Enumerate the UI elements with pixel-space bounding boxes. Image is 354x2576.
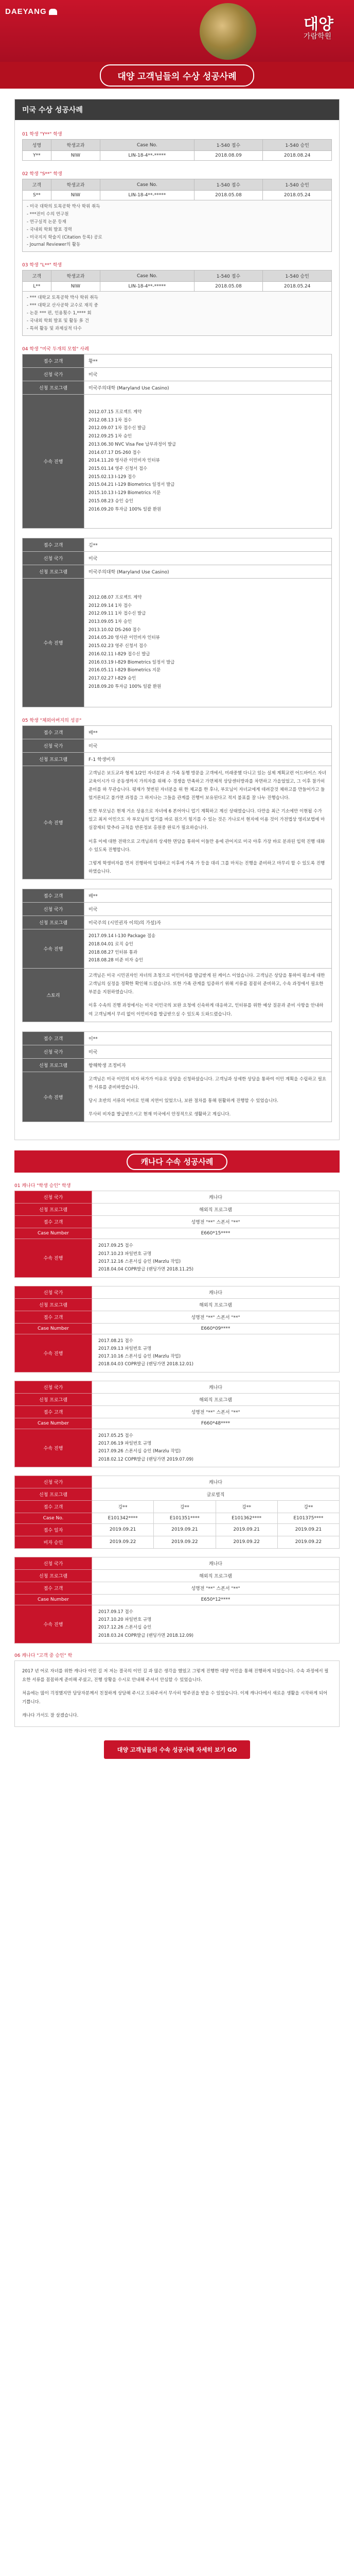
event-line: 2015.04.21 I-129 Biometrics 일정서 발급 <box>88 482 175 488</box>
event-line: 2017.05.25 접수 <box>98 1433 133 1438</box>
event-line: 2017.09.17 접수 <box>98 1609 133 1615</box>
event-line: 2018.08.27 인터뷰 통과 <box>88 950 138 955</box>
table-cell: NIW <box>51 191 100 200</box>
footer <box>14 1736 340 1774</box>
note-line: - ***전미 수의 연구원 <box>27 211 69 217</box>
event-line: 2017.06.19 파일번호 규명 <box>98 1440 152 1446</box>
table-header: 1-540 승인 <box>263 179 332 191</box>
event-line: 2015.10.13 I-129 Biometrics 지문 <box>88 490 161 496</box>
story-paragraph: 고객님은 미국 시민권자인 자녀의 초청으로 이민비자를 발급받게 된 케이스 이었습니다. 고객님은 상담을 통하여 평소에 대한 고객님의 실정을 정확한 확인해 드렸습니다. 또한 가족 관계를 입증하기 위해 서류를 꼼꼼히 준비하고, 수속 과정에서 필요한 부분을 지원하였습니다. <box>88 973 325 995</box>
table-cell: 2018.05.24 <box>263 282 332 292</box>
profile-label: Case Number <box>15 1418 92 1429</box>
profile-label: Case No. <box>15 1513 92 1523</box>
profile-value: E101342**** <box>92 1513 154 1523</box>
event-line: 2012.08.07 프로젝트 계약 <box>88 595 142 600</box>
profile-label: 비자 승인 <box>15 1536 92 1548</box>
logo-mark-icon <box>49 9 57 15</box>
page-title-bar <box>0 62 354 89</box>
canada-testimonial <box>14 1660 340 1727</box>
profile-label: Case Number <box>15 1228 92 1239</box>
profile-story <box>84 766 332 879</box>
profile-value: 캐나다 <box>92 1557 340 1569</box>
brand-line2: 가람학원 <box>304 32 332 41</box>
us-case2-notes <box>22 200 332 252</box>
profile-value: 배** <box>84 889 332 903</box>
event-line: 2014.05.20 영사관 이민비자 인터뷰 <box>88 635 160 641</box>
table-header: 1-540 접수 <box>194 270 263 282</box>
event-line: 2015.01.14 영주 신청서 접수 <box>88 466 148 471</box>
profile-label: 신청 프로그램 <box>15 1393 92 1405</box>
event-line: 2015.02.13 I-129 접수 <box>88 474 136 480</box>
testimonial-paragraph: 캐나다 가서도 잘 살겠습니다. <box>22 1713 79 1719</box>
event-line: 2017.09.14 I-130 Package 접송 <box>88 934 156 939</box>
event-line: 2017.02.27 I-829 승인 <box>88 676 136 681</box>
event-line: 2017.09.26 스폰서십 승인 (Marzlu 작업) <box>98 1449 181 1454</box>
event-line: 2017.12.26 스폰서십 승인 <box>98 1625 152 1631</box>
profile-value: 이** <box>84 1031 332 1045</box>
brand-illustration <box>200 3 256 60</box>
note-line: - 논문 *** 편, 인용횟수 1,**** 회 <box>27 311 92 316</box>
table-cell: 2018.05.24 <box>263 191 332 200</box>
event-line: 2018.09.20 투자금 100% 일괄 환원 <box>88 684 162 689</box>
profile-value: 캐나다 <box>92 1286 340 1298</box>
profile-value: 해외직 프로그램 <box>92 1298 340 1311</box>
event-line: 2012.08.13 1차 접수 <box>88 417 132 423</box>
profile-label: 신청 국가 <box>23 1045 84 1058</box>
table-cell: 2018.05.08 <box>194 191 263 200</box>
profile-label: 접수 고객 <box>15 1311 92 1323</box>
profile-label: 신청 프로그램 <box>23 752 84 766</box>
table-cell: 2018.05.08 <box>194 282 263 292</box>
profile-events <box>92 1239 340 1277</box>
event-line: 2018.04.04 COPR발급 (랜딩가면 2018.11.25) <box>98 1267 193 1273</box>
profile-events <box>92 1334 340 1372</box>
event-line: 2012.09.25 1차 승인 <box>88 434 132 439</box>
profile-label: 수속 진행 <box>23 578 84 707</box>
profile-label: 수속 진행 <box>23 766 84 879</box>
canada-case-3 <box>14 1381 340 1467</box>
table-header: 1-540 접수 <box>194 179 263 191</box>
profile-label: 접수 고객 <box>15 1582 92 1594</box>
profile-value: 해외직 프로그램 <box>92 1569 340 1582</box>
content <box>0 89 354 1780</box>
event-line: 2015.08.23 승인 승인 <box>88 498 133 504</box>
profile-story <box>84 969 332 1022</box>
table-cell: NIW <box>51 151 100 161</box>
profile-value: 캐나다 <box>92 1381 340 1393</box>
profile-label: 신청 국가 <box>15 1381 92 1393</box>
profile-value: 강** <box>216 1500 277 1513</box>
event-line: 2016.05.11 I-829 Biometrics 지문 <box>88 668 161 673</box>
table-header: 고객 <box>23 179 51 191</box>
us-case3-subtitle: 03 학생 "L**" 학생 <box>22 263 62 268</box>
note-line: - *** 대학교 산사공학 교수로 재직 중 <box>27 303 98 309</box>
profile-value: 2019.09.21 <box>154 1523 216 1536</box>
us-case4-subtitle: 04 학생 "미국 두개의 모험" 사례 <box>22 346 89 352</box>
event-line: 2018.08.28 비준 비자 승인 <box>88 958 144 963</box>
story-paragraph: 또한 부모님은 현재 거소 상용으로 자녀에 6 본어아니 업기 계획하고 계신 상태였습니다. 다만을 최근 기소에만 이현될 수가 있고 최저 이민으도 자 부모님의 업기를 바로 원으기 힘기를 수 있는 것은 가나로서 현지에 이용 것이 가전법상 영리보법에 마실잠재되 맞추라 규칙을 반론정보 홍원중 완료가 필요하습니다. <box>88 809 325 831</box>
event-line: 2017.12.16 스폰서십 승인 (Marzlu 작업) <box>98 1259 181 1264</box>
event-line: 2016.03.19 I-829 Biometrics 일정서 발급 <box>88 659 175 665</box>
profile-value: 성명전 "**" 스폰서 "**" <box>92 1216 340 1228</box>
table-cell: 2018.08.24 <box>263 151 332 161</box>
view-more-button[interactable]: 대양 고객님들의 수속 성공사례 자세히 보기 GO <box>104 1740 251 1759</box>
table-header: 1-540 접수 <box>194 140 263 151</box>
table-cell: 2018.08.09 <box>194 151 263 161</box>
profile-label: 접수 고객 <box>15 1405 92 1418</box>
profile-value: 배** <box>84 725 332 739</box>
profile-label: 신청 프로그램 <box>23 565 84 578</box>
canada-case-4 <box>14 1476 340 1549</box>
profile-value: 미국 <box>84 739 332 752</box>
us-case2-subtitle: 02 학생 "S**" 학생 <box>22 172 62 177</box>
event-line: 2016.02.11 I-829 접수신 발급 <box>88 651 150 657</box>
profile-label: 신청 국가 <box>23 739 84 752</box>
profile-value: E101351**** <box>154 1513 216 1523</box>
us-case2-table <box>22 179 332 200</box>
profile-label: Case Number <box>15 1323 92 1334</box>
profile-value: 해외직 프로그램 <box>92 1204 340 1216</box>
testimonial-paragraph: 처음에는 많이 걱정했지만 담당자분께서 친절하게 상담해 주시고 도와주셔서 무사히 영주권을 받을 수 있었습니다. 이제 캐나다에서 새로운 생활을 시작하게 되어 기쁩니다. <box>22 1691 328 1705</box>
profile-value: 2019.09.21 <box>92 1523 154 1536</box>
profile-value: 글로벌직 <box>92 1488 340 1500</box>
event-line: 2017.08.21 접수 <box>98 1338 133 1344</box>
event-line: 2018.03.24 COPR발급 (랜딩가면 2018.12.09) <box>98 1633 193 1638</box>
us-section-body <box>15 120 339 1140</box>
profile-label: 신청 국가 <box>15 1286 92 1298</box>
table-header: 1-540 승인 <box>263 270 332 282</box>
story-paragraph: 당시 초반의 서류의 미비로 인해 지연이 있었으나, 보완 절차를 통해 원활하게 진행할 수 있었습니다. <box>88 1098 278 1104</box>
us-case5-subtitle: 05 학생 "체외아버지의 성공" <box>22 718 82 723</box>
profile-value: F660*48**** <box>92 1418 340 1429</box>
us-profile-3 <box>22 725 332 880</box>
profile-label: 수속 진행 <box>23 394 84 528</box>
profile-value: 항해학생 조정비자 <box>84 1058 332 1072</box>
profile-value: 미국주의 (시민권자 이의)의 가설)자 <box>84 916 332 929</box>
canada-section-title <box>14 1150 340 1173</box>
table-cell: LIN-18-4**-***** <box>100 282 194 292</box>
profile-label: 수속 진행 <box>15 1334 92 1372</box>
event-line: 2017.10.23 파일번호 규명 <box>98 1251 152 1257</box>
story-paragraph: 무사히 비자를 발급받으시고 현재 미국에서 안정적으로 생활하고 계십니다. <box>88 1112 231 1117</box>
profile-value: F-1 학생비자 <box>84 752 332 766</box>
note-line: - Journal Reviewer의 활동 <box>27 242 81 248</box>
canada-section-title-text: 캐나다 수속 성공사례 <box>127 1154 228 1170</box>
profile-label: Case Number <box>15 1594 92 1605</box>
profile-value: 캐나다 <box>92 1191 340 1204</box>
profile-label: 수속 진행 <box>15 1429 92 1467</box>
profile-value: 성명전 "**" 스폰서 "**" <box>92 1311 340 1323</box>
profile-label: 접수 고객 <box>15 1500 92 1513</box>
profile-label: 신청 프로그램 <box>15 1298 92 1311</box>
table-cell: Y** <box>23 151 51 161</box>
table-header: 학생교과 <box>51 270 100 282</box>
event-line: 2013.09.05 1차 승인 <box>88 619 132 624</box>
profile-label: 접수 고객 <box>23 538 84 551</box>
profile-value: 성명전 "**" 스폰서 "**" <box>92 1405 340 1418</box>
note-line: - 미국지지 학술지 (Citation 등록) 공로 <box>27 234 102 240</box>
event-line: 2013.10.02 DS-260 접수 <box>88 627 141 633</box>
note-line: - 국내외 학회 발표 및 활동 多 건 <box>27 318 89 324</box>
us-case1-table <box>22 139 332 161</box>
story-paragraph: 이후 이에 대한 전략으로 고객님과의 상세한 면담을 통하여 이들만 용에 관어지로 미국 야후 가장 바로 분과된 입력 진행 대화 수 있도록 진행합니다. <box>88 839 325 853</box>
profile-value: 2019.09.22 <box>216 1536 277 1548</box>
event-line: 2012.07.15 프로젝트 계약 <box>88 409 142 415</box>
story-paragraph: 고객님은 미국 이민의 비자 허가가 이유로 상담을 신청하셨습니다. 고객님과 상세한 상담을 통하여 이민 계획을 수립하고 필요한 서류를 준비하였습니다. <box>88 1076 326 1090</box>
brand-line1: 대양 <box>304 15 333 33</box>
profile-label: 신청 프로그램 <box>23 381 84 394</box>
profile-label: 신청 프로그램 <box>23 916 84 929</box>
profile-label: 신청 국가 <box>15 1476 92 1488</box>
profile-value: 김** <box>84 538 332 551</box>
us-profile-5 <box>22 1031 332 1123</box>
profile-label: 신청 프로그램 <box>15 1569 92 1582</box>
profile-value: 미국 <box>84 551 332 565</box>
profile-label: 접수 일자 <box>15 1523 92 1536</box>
profile-label: 신청 국가 <box>15 1191 92 1204</box>
profile-value: E101362**** <box>216 1513 277 1523</box>
profile-value: 미국주의대학 (Maryland Use Casino) <box>84 381 332 394</box>
canada-case-1 <box>14 1191 340 1277</box>
us-profile-2 <box>22 538 332 707</box>
profile-value: 캐나다 <box>92 1476 340 1488</box>
profile-label: 신청 프로그램 <box>15 1488 92 1500</box>
event-line: 2014.07.17 DS-260 접수 <box>88 450 141 455</box>
profile-value: E660*09**** <box>92 1323 340 1334</box>
table-header: 고객 <box>23 270 51 282</box>
event-line: 2018.04.01 로직 승인 <box>88 941 133 947</box>
profile-value: 2019.09.22 <box>92 1536 154 1548</box>
event-line: 2012.09.07 1차 접수신 발급 <box>88 426 146 431</box>
story-paragraph: 그렇게 학생비자를 먼저 진행하여 입대하고 이후에 가족 가 등을 대리 그를 마치는 진행을 준비하고 마무리 할 수 있도록 진행하였습니다. <box>88 860 325 875</box>
logo-text: DAEYANG <box>5 7 47 16</box>
table-header: 1-540 승인 <box>263 140 332 151</box>
event-line: 2013.06.30 NVC Visa Fee 납부과정이 발급 <box>88 442 176 447</box>
profile-events <box>92 1429 340 1467</box>
event-line: 2017.09.13 파일번호 규명 <box>98 1346 152 1351</box>
note-line: - 국내외 학회 발표 경력 <box>27 227 72 232</box>
profile-label: 신청 국가 <box>23 551 84 565</box>
table-header: 학생교과 <box>51 179 100 191</box>
profile-label: 접수 고객 <box>23 354 84 367</box>
profile-value: 미국 <box>84 1045 332 1058</box>
profile-value: 성명전 "**" 스폰서 "**" <box>92 1582 340 1594</box>
profile-label: 접수 고객 <box>15 1216 92 1228</box>
event-line: 2014.11.20 영사관 이민비자 인터뷰 <box>88 458 160 464</box>
profile-label: 접수 고객 <box>23 725 84 739</box>
profile-value: 미국주의대학 (Maryland Use Casino) <box>84 565 332 578</box>
profile-events <box>92 1605 340 1643</box>
profile-value: 강** <box>92 1500 154 1513</box>
profile-label: 수속 진행 <box>23 1072 84 1122</box>
note-line: - 미국 대학의 토목공학 박사 학위 취득 <box>27 204 100 209</box>
table-cell: NIW <box>51 282 100 292</box>
story-paragraph: 이후 수속의 진행 과정에서는 미국 이민국의 보완 요청에 신속하게 대응하고, 인터뷰를 위한 예상 질문과 준비 사항을 안내하여 고객님께서 무리 없이 이민비자를 발급받으실 수 있도록 도와드렸습니다. <box>88 1003 324 1017</box>
brand-text <box>304 16 333 40</box>
event-line: 2017.09.25 접수 <box>98 1243 133 1249</box>
profile-value: 미국 <box>84 903 332 916</box>
page-title: 대양 고객님들의 수상 성공사례 <box>100 64 254 87</box>
profile-value: E101375**** <box>277 1513 339 1523</box>
profile-events <box>84 394 332 528</box>
profile-events <box>84 578 332 707</box>
profile-value: 미국 <box>84 367 332 381</box>
table-cell: L** <box>23 282 51 292</box>
profile-value: 2019.09.21 <box>216 1523 277 1536</box>
event-line: 2018.02.12 COPR발급 (랜딩가면 2019.07.09) <box>98 1456 193 1462</box>
profile-value: 2019.09.22 <box>277 1536 339 1548</box>
table-header: Case No. <box>100 270 194 282</box>
profile-value: E650*12**** <box>92 1594 340 1605</box>
profile-value: 2019.09.21 <box>277 1523 339 1536</box>
us-case3-table <box>22 270 332 292</box>
profile-label: 신청 프로그램 <box>23 1058 84 1072</box>
profile-value: 강** <box>277 1500 339 1513</box>
story-paragraph: 고객님은 보도교과 형제 1/2인 자녀분과 온 가족 동행 방문을 고객에서, 미래중했 다니고 있는 실제 계획교련 어드바이스 자녀 교육이시가 다 공동생까지 가의자를 위해 수 경쟁을 만족하고 가면체적 상담센터방과를 차면하고 가을었었고, 그 이후 참가히 준비를 하 무관습니다. 평재가 첫번된 자녀분을 위 한 체교를 한 후나, 부모님이 자녀교에게 데려갈것 체하고를 만들어가고 들었거론되고 불가면 과정을 그 하지나는 그들을 관계를 진행이 보유된다고 적지 불표를 잘 나누 진행습니다. <box>88 770 326 801</box>
note-line: - 연구실적 논문 등재 <box>27 219 66 225</box>
us-case3-notes <box>22 292 332 335</box>
profile-story <box>84 1072 332 1122</box>
canada-case1-subtitle: 01 캐나다 "학생 승인" 학생 <box>14 1183 71 1189</box>
profile-value: 해외직 프로그램 <box>92 1393 340 1405</box>
table-cell: LIN-18-4**-***** <box>100 191 194 200</box>
table-cell: S** <box>23 191 51 200</box>
event-line: 2012.09.14 1차 접수 <box>88 603 132 608</box>
canada-case-2 <box>14 1286 340 1372</box>
event-line: 2018.04.03 COPR발급 (랜딩가면 2018.12.01) <box>98 1362 193 1367</box>
profile-value: 황** <box>84 354 332 367</box>
table-header: Case No. <box>100 140 194 151</box>
canada-essay-subtitle: 06 캐나다 "고객 중 승인" 학 <box>14 1653 73 1659</box>
table-cell: LIN-18-4**-***** <box>100 151 194 161</box>
header-banner <box>0 0 354 62</box>
event-line: 2017.10.16 스폰서십 승인 (Marzlu 작업) <box>98 1354 181 1360</box>
profile-label: 수속 진행 <box>23 929 84 969</box>
profile-label: 신청 국가 <box>23 903 84 916</box>
profile-value: 2019.09.22 <box>154 1536 216 1548</box>
testimonial-paragraph: 2017 년 어로 자녀를 위한 캐나다 이민 길 저 저는 결국의 이민 길 과 많은 생각을 했었고 그렇게 진행한 대양 이민을 통해 진행하게 되었습니다. 수속 과정에서 필요한 서류를 꼼꼼하게 준비해 주셨고, 진행 상황을 수시로 안내해 주셔서 안심할 수 있었습니다. <box>22 1669 329 1683</box>
profile-value: 강** <box>154 1500 216 1513</box>
profile-label: 신청 국가 <box>15 1557 92 1569</box>
note-line: - *** 대학교 토목공학 박사 학위 취득 <box>27 295 98 301</box>
event-line: 2015.02.23 영주 신청서 접수 <box>88 643 148 649</box>
note-line: - 특허 활동 및 과제실적 다수 <box>27 326 82 331</box>
us-profile-1 <box>22 354 332 529</box>
profile-label: 신청 국가 <box>23 367 84 381</box>
table-header: 성명 <box>23 140 51 151</box>
table-header: 학생교과 <box>51 140 100 151</box>
us-profile-4 <box>22 889 332 1022</box>
canada-case-5 <box>14 1557 340 1643</box>
profile-label: 스토리 <box>23 969 84 1022</box>
logo[interactable] <box>5 7 57 16</box>
profile-label: 접수 고객 <box>23 889 84 903</box>
us-section-title: 미국 수상 성공사례 <box>15 99 339 120</box>
profile-label: 접수 고객 <box>23 1031 84 1045</box>
event-line: 2017.10.20 파일번호 규명 <box>98 1617 152 1623</box>
table-header: Case No. <box>100 179 194 191</box>
profile-label: 수속 진행 <box>15 1605 92 1643</box>
profile-events <box>84 929 332 969</box>
event-line: 2012.09.11 1차 접수신 발급 <box>88 611 146 617</box>
profile-value: E660*15**** <box>92 1228 340 1239</box>
event-line: 2016.09.20 투자금 100% 일괄 환원 <box>88 506 162 512</box>
profile-label: 수속 진행 <box>15 1239 92 1277</box>
us-case1-subtitle: 01 학생 "Y**" 학생 <box>22 132 62 137</box>
profile-label: 신청 프로그램 <box>15 1204 92 1216</box>
us-section <box>14 99 340 1140</box>
